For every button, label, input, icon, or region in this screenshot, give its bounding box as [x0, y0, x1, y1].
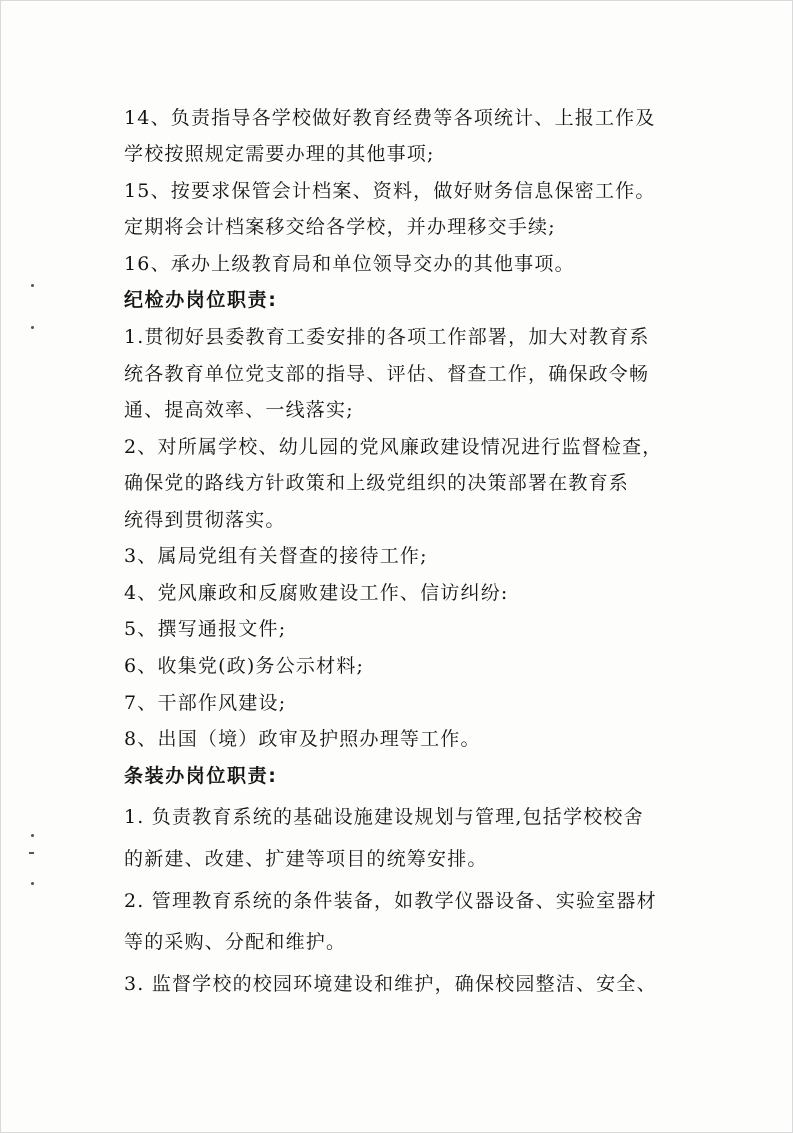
text-line-discipline-7: 7、干部作风建设;	[124, 692, 287, 714]
text-line-discipline-1-end: 通、提高效率、一线落实;	[124, 399, 354, 421]
binding-mark	[31, 882, 34, 885]
text-line-duty-14-cont: 学校按照规定需要办理的其他事项;	[124, 143, 435, 165]
text-line-duty-14: 14、负责指导各学校做好教育经费等各项统计、上报工作及	[124, 107, 656, 129]
section-heading-equipment-office: 条装办岗位职责:	[124, 765, 278, 787]
text-line-duty-15-cont: 定期将会计档案移交给各学校，并办理移交手续;	[124, 216, 556, 238]
text-line-duty-15: 15、按要求保管会计档案、资料，做好财务信息保密工作。	[124, 180, 656, 202]
text-line-equipment-2-cont: 等的采购、分配和维护。	[124, 931, 347, 953]
text-line-equipment-1: 1. 负责教育系统的基础设施建设规划与管理,包括学校校舍	[124, 806, 644, 828]
binding-mark	[31, 834, 34, 837]
text-line-discipline-4: 4、党风廉政和反腐败建设工作、信访纠纷:	[124, 582, 509, 604]
text-line-discipline-1-cont: 统各教育单位党支部的指导、评估、督查工作，确保政令畅	[124, 363, 650, 385]
text-line-discipline-6: 6、收集党(政)务公示材料;	[124, 655, 365, 677]
text-line-discipline-3: 3、属局党组有关督查的接待工作;	[124, 545, 428, 567]
text-line-discipline-2: 2、对所属学校、幼儿园的党风廉政建设情况进行监督检查，	[124, 436, 663, 458]
text-line-duty-16: 16、承办上级教育局和单位领导交办的其他事项。	[124, 253, 575, 275]
section-heading-discipline-office: 纪检办岗位职责:	[124, 289, 278, 311]
binding-mark	[29, 852, 34, 854]
binding-mark	[31, 326, 34, 329]
text-line-discipline-1: 1.贯彻好县委教育工委安排的各项工作部署，加大对教育系	[124, 326, 650, 348]
text-line-discipline-2-cont: 确保党的路线方针政策和上级党组织的决策部署在教育系	[124, 472, 630, 494]
text-line-equipment-1-cont: 的新建、改建、扩建等项目的统筹安排。	[124, 848, 488, 870]
text-line-discipline-2-end: 统得到贯彻落实。	[124, 509, 286, 531]
binding-mark	[31, 284, 34, 287]
text-line-discipline-5: 5、撰写通报文件;	[124, 618, 287, 640]
text-line-equipment-2: 2. 管理教育系统的条件装备，如教学仪器设备、实验室器材	[124, 890, 657, 912]
text-line-equipment-3: 3. 监督学校的校园环境建设和维护，确保校园整洁、安全、	[124, 973, 657, 995]
text-line-discipline-8: 8、出国（境）政审及护照办理等工作。	[124, 728, 481, 750]
